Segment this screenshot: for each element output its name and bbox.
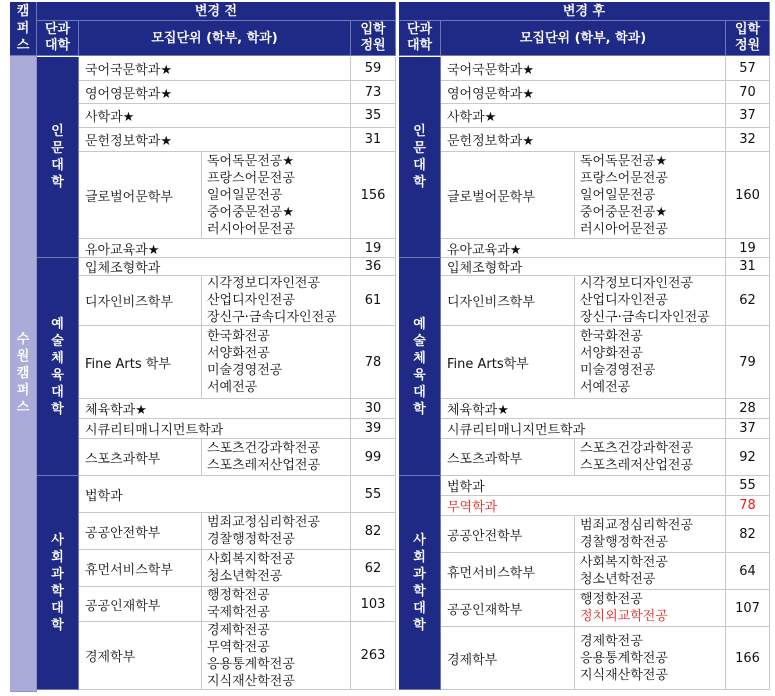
major-item: 경찰행정학전공 bbox=[207, 532, 295, 547]
quota-cell-after: 37 bbox=[726, 419, 770, 439]
major-item: 국제학전공 bbox=[207, 605, 270, 620]
header-quota-before: 입학 정원 bbox=[351, 21, 396, 56]
major-item: 행정학전공 bbox=[207, 588, 270, 603]
quota-cell-after: 55 bbox=[726, 476, 770, 496]
header-college-before: 단과 대학 bbox=[37, 21, 79, 56]
major-item: 프랑스어문전공 bbox=[207, 170, 295, 186]
unit-row-after: 디자인비즈학부 bbox=[441, 276, 575, 326]
major-item: 경제학전공 bbox=[207, 622, 270, 638]
major-item: 프랑스어문전공 bbox=[580, 170, 668, 186]
unit-row-before: 경제학부 bbox=[79, 622, 202, 690]
major-item: 중어중문전공★ bbox=[580, 204, 668, 220]
majors-cell-after bbox=[575, 326, 726, 399]
unit-row-before: 체육학과★ bbox=[79, 399, 351, 419]
major-item: 청소년학전공 bbox=[207, 569, 283, 584]
quota-cell-before: 59 bbox=[351, 57, 396, 81]
unit-row-before: 문헌정보학과★ bbox=[79, 128, 351, 152]
quota-cell-after: 92 bbox=[726, 439, 770, 476]
major-item: 무역학전공 bbox=[207, 639, 270, 655]
quota-cell-after: 32 bbox=[726, 128, 770, 152]
quota-cell-before: 156 bbox=[351, 152, 396, 239]
major-item: 사회복지학전공 bbox=[580, 555, 668, 570]
majors-cell-after bbox=[575, 276, 726, 326]
header-before: 변경 전 bbox=[37, 2, 396, 21]
majors-cell-before bbox=[202, 439, 351, 476]
major-item: 서예전공 bbox=[580, 380, 631, 395]
admission-quota-table bbox=[10, 2, 770, 692]
college-arts-before: 예 술 체 육 대 학 bbox=[37, 258, 79, 476]
major-item: 범죄교정심리학전공 bbox=[207, 515, 321, 530]
major-item: 서예전공 bbox=[207, 380, 258, 395]
quota-cell-before: 82 bbox=[351, 513, 396, 550]
college-social-before: 사 회 과 학 대 학 bbox=[37, 476, 79, 690]
unit-row-before: 입체조형학과 bbox=[79, 258, 351, 276]
quota-cell-before: 30 bbox=[351, 399, 396, 419]
majors-cell-after bbox=[575, 590, 726, 627]
major-item: 일어일문전공 bbox=[580, 187, 656, 203]
unit-row-after: 경제학부 bbox=[441, 627, 575, 690]
quota-cell-after: 70 bbox=[726, 81, 770, 104]
major-item: 스포츠건강과학전공 bbox=[580, 441, 694, 456]
major-item: 시각정보디자인전공 bbox=[580, 276, 694, 291]
quota-cell-after: 79 bbox=[726, 326, 770, 399]
majors-cell-before bbox=[202, 276, 351, 326]
majors-cell-before bbox=[202, 152, 351, 239]
unit-row-before: 공공안전학부 bbox=[79, 513, 202, 550]
unit-row-after: 사학과★ bbox=[441, 104, 726, 128]
unit-row-after: 체육학과★ bbox=[441, 399, 726, 419]
major-item: 러시아어문전공 bbox=[580, 221, 668, 237]
college-humanities-before: 인 문 대 학 bbox=[37, 57, 79, 258]
quota-cell-before: 35 bbox=[351, 104, 396, 128]
major-item: 응용통계학전공 bbox=[207, 656, 295, 672]
majors-cell-before bbox=[202, 513, 351, 550]
major-item: 지식재산학전공 bbox=[580, 667, 668, 683]
majors-cell-after bbox=[575, 553, 726, 590]
quota-cell-after: 82 bbox=[726, 516, 770, 553]
unit-row-before: 글로벌어문학부 bbox=[79, 152, 202, 239]
quota-cell-after: 78 bbox=[726, 496, 770, 516]
major-item: 산업디자인전공 bbox=[580, 293, 668, 308]
unit-row-after: 스포츠과학부 bbox=[441, 439, 575, 476]
major-item: 정치외교학전공 bbox=[580, 609, 668, 624]
major-item: 스포츠레저산업전공 bbox=[207, 458, 321, 473]
unit-row-after: 문헌정보학과★ bbox=[441, 128, 726, 152]
unit-row-after: 영어영문학과★ bbox=[441, 81, 726, 104]
unit-row-after: 입체조형학과 bbox=[441, 258, 726, 276]
unit-row-after: 유아교육과★ bbox=[441, 239, 726, 258]
major-item: 사회복지학전공 bbox=[207, 552, 295, 567]
major-item: 독어독문전공★ bbox=[207, 153, 295, 169]
majors-cell-after bbox=[575, 516, 726, 553]
majors-cell-before bbox=[202, 550, 351, 587]
quota-cell-before: 99 bbox=[351, 439, 396, 476]
unit-row-before: 공공인재학부 bbox=[79, 587, 202, 622]
quota-cell-before: 103 bbox=[351, 587, 396, 622]
quota-cell-after: 19 bbox=[726, 239, 770, 258]
major-item: 미술경영전공 bbox=[580, 363, 656, 378]
unit-row-after: 공공안전학부 bbox=[441, 516, 575, 553]
header-campus: 캠 퍼 스 bbox=[10, 2, 37, 56]
campus-cell: 수 원 캠 퍼 스 bbox=[10, 56, 37, 692]
quota-cell-after: 62 bbox=[726, 276, 770, 326]
major-item: 장신구·금속디자인전공 bbox=[580, 310, 710, 325]
major-item: 한국화전공 bbox=[207, 329, 270, 344]
unit-row-before: 스포츠과학부 bbox=[79, 439, 202, 476]
major-item: 장신구·금속디자인전공 bbox=[207, 310, 337, 325]
major-item: 스포츠건강과학전공 bbox=[207, 441, 321, 456]
quota-cell-after: 57 bbox=[726, 57, 770, 81]
college-arts-after: 예 술 체 육 대 학 bbox=[399, 258, 441, 476]
unit-row-before: 법학과 bbox=[79, 476, 351, 513]
quota-cell-before: 62 bbox=[351, 550, 396, 587]
quota-cell-before: 263 bbox=[351, 622, 396, 690]
unit-row-before: 디자인비즈학부 bbox=[79, 276, 202, 326]
major-item: 시각정보디자인전공 bbox=[207, 276, 321, 291]
majors-cell-after bbox=[575, 627, 726, 690]
major-item: 응용통계학전공 bbox=[580, 650, 668, 666]
quota-cell-after: 160 bbox=[726, 152, 770, 239]
major-item: 독어독문전공★ bbox=[580, 153, 668, 169]
quota-cell-after: 107 bbox=[726, 590, 770, 627]
unit-row-after: 법학과 bbox=[441, 476, 726, 496]
quota-cell-before: 61 bbox=[351, 276, 396, 326]
majors-cell-after bbox=[575, 152, 726, 239]
major-item: 서양화전공 bbox=[580, 346, 643, 361]
majors-cell-before bbox=[202, 587, 351, 622]
header-after: 변경 후 bbox=[399, 2, 770, 21]
quota-cell-after: 31 bbox=[726, 258, 770, 276]
major-item: 일어일문전공 bbox=[207, 187, 283, 203]
quota-cell-before: 36 bbox=[351, 258, 396, 276]
quota-cell-after: 37 bbox=[726, 104, 770, 128]
unit-row-after: 휴먼서비스학부 bbox=[441, 553, 575, 590]
unit-row-before: 영어영문학과★ bbox=[79, 81, 351, 104]
quota-cell-before: 31 bbox=[351, 128, 396, 152]
major-item: 지식재산학전공 bbox=[207, 673, 295, 689]
unit-row-before: Fine Arts 학부 bbox=[79, 326, 202, 399]
unit-row-after: 무역학과 bbox=[441, 496, 726, 516]
major-item: 행정학전공 bbox=[580, 592, 643, 607]
majors-cell-before bbox=[202, 622, 351, 690]
unit-row-after: 국어국문학과★ bbox=[441, 57, 726, 81]
quota-cell-before: 55 bbox=[351, 476, 396, 513]
majors-cell-before bbox=[202, 326, 351, 399]
major-item: 산업디자인전공 bbox=[207, 293, 295, 308]
college-humanities-after: 인 문 대 학 bbox=[399, 57, 441, 258]
quota-cell-before: 73 bbox=[351, 81, 396, 104]
major-item: 러시아어문전공 bbox=[207, 221, 295, 237]
quota-cell-before: 78 bbox=[351, 326, 396, 399]
major-item: 미술경영전공 bbox=[207, 363, 283, 378]
majors-cell-after bbox=[575, 439, 726, 476]
unit-row-before: 국어국문학과★ bbox=[79, 57, 351, 81]
unit-row-before: 사학과★ bbox=[79, 104, 351, 128]
major-item: 경찰행정학전공 bbox=[580, 535, 668, 550]
quota-cell-after: 166 bbox=[726, 627, 770, 690]
unit-row-after: 시큐리티매니지먼트학과 bbox=[441, 419, 726, 439]
major-item: 경제학전공 bbox=[580, 633, 643, 649]
major-item: 서양화전공 bbox=[207, 346, 270, 361]
quota-cell-before: 39 bbox=[351, 419, 396, 439]
major-item: 한국화전공 bbox=[580, 329, 643, 344]
quota-cell-after: 28 bbox=[726, 399, 770, 419]
unit-row-before: 유아교육과★ bbox=[79, 239, 351, 258]
unit-row-after: 글로벌어문학부 bbox=[441, 152, 575, 239]
quota-cell-after: 64 bbox=[726, 553, 770, 590]
header-quota-after: 입학 정원 bbox=[726, 21, 770, 56]
quota-cell-before: 19 bbox=[351, 239, 396, 258]
major-item: 스포츠레저산업전공 bbox=[580, 458, 694, 473]
unit-row-after: Fine Arts학부 bbox=[441, 326, 575, 399]
college-social-after: 사 회 과 학 대 학 bbox=[399, 476, 441, 690]
major-item: 범죄교정심리학전공 bbox=[580, 518, 694, 533]
header-unit-after: 모집단위 (학부, 학과) bbox=[441, 21, 726, 56]
major-item: 중어중문전공★ bbox=[207, 204, 295, 220]
major-item: 청소년학전공 bbox=[580, 572, 656, 587]
header-college-after: 단과 대학 bbox=[399, 21, 441, 56]
unit-row-after: 공공인재학부 bbox=[441, 590, 575, 627]
header-unit-before: 모집단위 (학부, 학과) bbox=[79, 21, 351, 56]
unit-row-before: 휴먼서비스학부 bbox=[79, 550, 202, 587]
unit-row-before: 시큐리티매니지먼트학과 bbox=[79, 419, 351, 439]
